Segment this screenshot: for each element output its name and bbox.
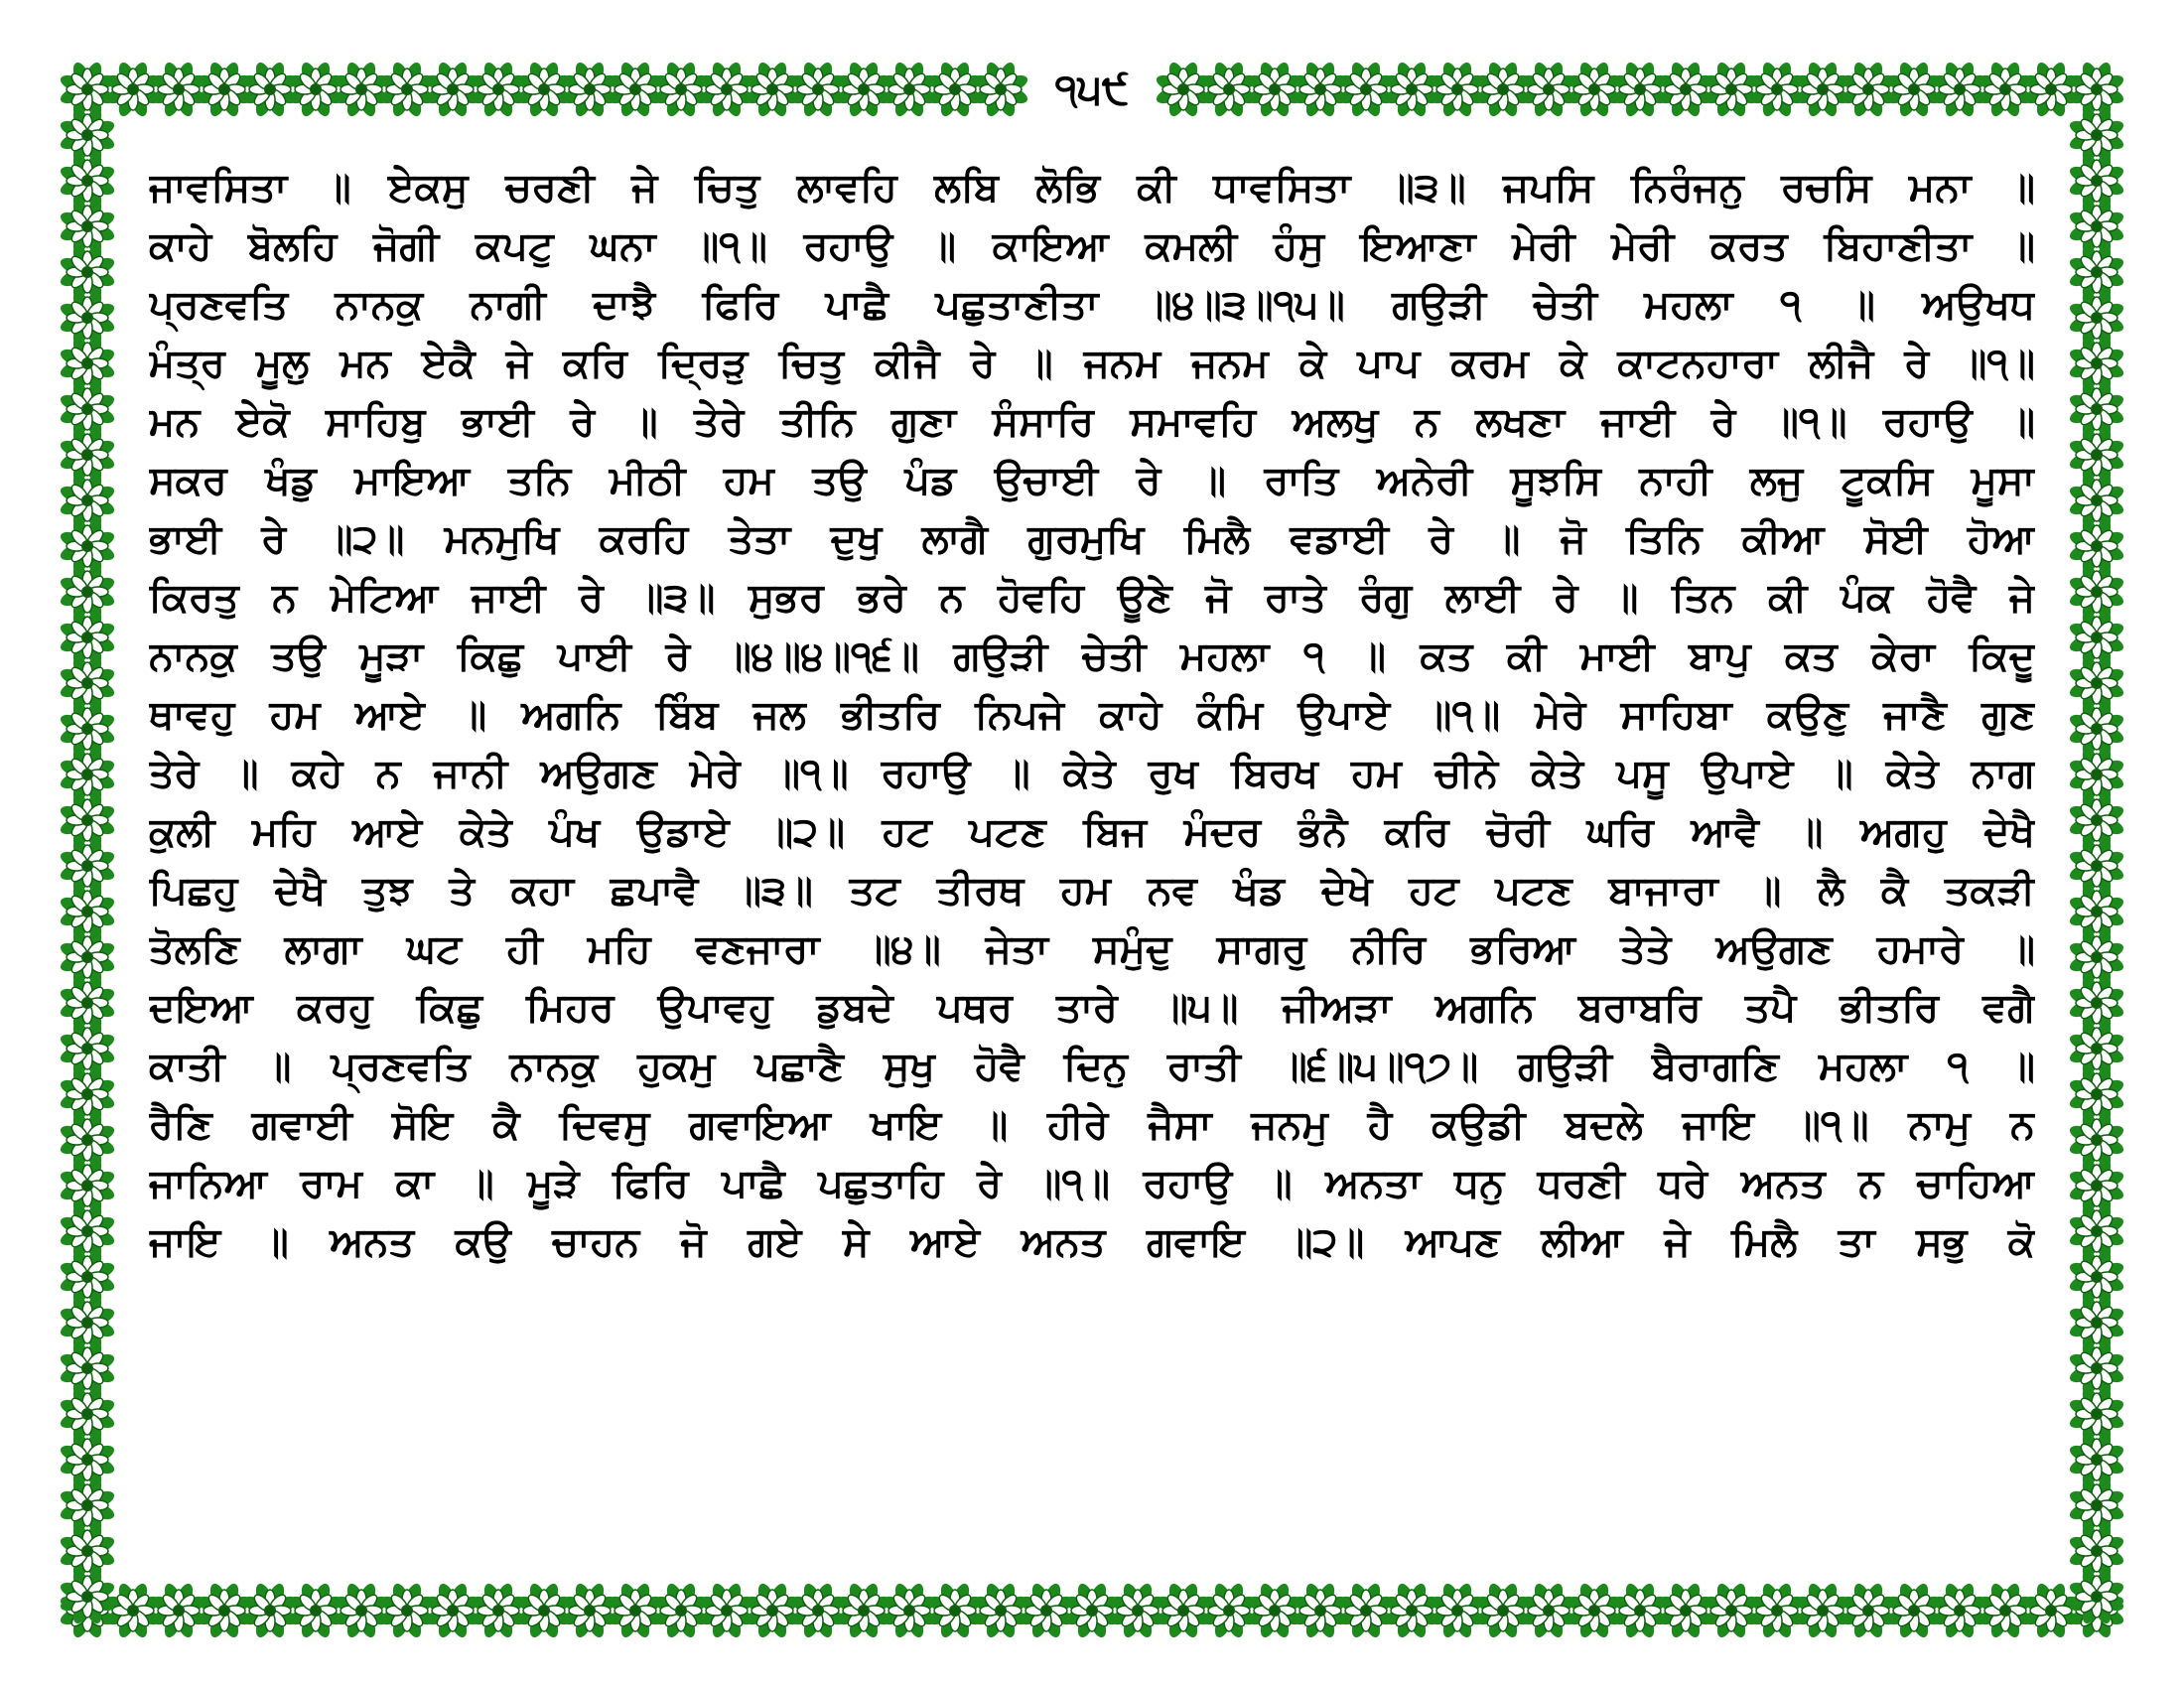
green-flower-icon: [835, 61, 893, 119]
green-flower-icon: [1474, 61, 1533, 119]
green-flower-icon: [1977, 61, 2035, 119]
green-flower-icon: [2068, 198, 2126, 256]
green-flower-icon: [2068, 1385, 2126, 1444]
green-flower-icon: [926, 1582, 985, 1640]
green-flower-icon: [2022, 61, 2081, 119]
green-flower-icon: [2068, 883, 2126, 941]
green-flower-icon: [1566, 61, 1624, 119]
green-flower-icon: [59, 61, 117, 119]
green-flower-icon: [972, 1582, 1030, 1640]
green-flower-icon: [424, 61, 482, 119]
green-flower-icon: [1657, 1582, 1715, 1640]
green-flower-icon: [561, 1582, 619, 1640]
text-line: ਥਾਵਹੁ ਹਮ ਆਏ ॥ ਅਗਨਿ ਬਿੰਬ ਜਲ ਭੀਤਰਿ ਨਿਪਜੇ ਕਾਹੇ ਕੰਮਿ ਉਪਾਏ ॥੧॥ ਮੇਰੇ ਸਾਹਿਬਾ ਕਉਣੁ ਜਾਣੈ ਗੁਣ: [149, 692, 2035, 738]
green-flower-icon: [378, 61, 437, 119]
green-flower-icon: [59, 517, 117, 576]
green-flower-icon: [2068, 517, 2126, 576]
green-flower-icon: [1109, 1582, 1167, 1640]
green-flower-icon: [1703, 61, 1761, 119]
green-flower-icon: [2068, 152, 2126, 211]
green-flower-icon: [333, 61, 391, 119]
green-flower-icon: [2068, 289, 2126, 348]
green-flower-icon: [972, 61, 1030, 119]
green-flower-icon: [2068, 1477, 2126, 1535]
green-flower-icon: [2068, 1294, 2126, 1352]
green-flower-icon: [1931, 61, 1989, 119]
green-flower-icon: [241, 1582, 300, 1640]
green-flower-icon: [2068, 335, 2126, 393]
text-line: ਮਨ ਏਕੋ ਸਾਹਿਬੁ ਭਾਈ ਰੇ ॥ ਤੇਰੇ ਤੀਨਿ ਗੁਣਾ ਸੰਸਾਰਿ ਸਮਾਵਹਿ ਅਲਖੁ ਨ ਲਖਣਾ ਜਾਈ ਰੇ ॥੧॥ ਰਹਾਉ ॥: [149, 399, 2035, 445]
green-flower-icon: [1748, 1582, 1807, 1640]
green-flower-icon: [1474, 1582, 1533, 1640]
green-flower-icon: [1977, 1582, 2035, 1640]
text-line: ਭਾਈ ਰੇ ॥੨॥ ਮਨਮੁਖਿ ਕਰਹਿ ਤੇਤਾ ਦੁਖੁ ਲਾਗੈ ਗੁਰਮੁਖਿ ਮਿਲੈ ਵਡਾਈ ਰੇ ॥ ਜੋ ਤਿਨਿ ਕੀਆ ਸੋਈ ਹੋਆ: [149, 516, 2035, 562]
green-flower-icon: [1383, 61, 1441, 119]
green-flower-icon: [1840, 61, 1898, 119]
green-flower-icon: [652, 1582, 711, 1640]
green-flower-icon: [744, 1582, 802, 1640]
text-line: ਕਾਤੀ ॥ ਪ੍ਰਣਵਤਿ ਨਾਨਕੁ ਹੁਕਮੁ ਪਛਾਣੈ ਸੁਖੁ ਹੋਵੈ ਦਿਨੁ ਰਾਤੀ ॥੬॥੫॥੧੭॥ ਗਉੜੀ ਬੈਰਾਗਣਿ ਮਹਲਾ ੧ ॥: [149, 1044, 2035, 1089]
green-flower-icon: [2068, 746, 2126, 804]
green-flower-icon: [1657, 61, 1715, 119]
green-flower-icon: [59, 380, 117, 439]
green-flower-icon: [59, 1020, 117, 1078]
green-flower-icon: [59, 974, 117, 1033]
text-line: ਸਕਰ ਖੰਡੁ ਮਾਇਆ ਤਨਿ ਮੀਠੀ ਹਮ ਤਉ ਪੰਡ ਉਚਾਈ ਰੇ ॥ ਰਾਤਿ ਅਨੇਰੀ ਸੂਝਸਿ ਨਾਹੀ ਲਜੁ ਟੂਕਸਿ ਮੂਸਾ: [149, 458, 2035, 503]
text-line: ਕਾਹੇ ਬੋਲਹਿ ਜੋਗੀ ਕਪਟੁ ਘਨਾ ॥੧॥ ਰਹਾਉ ॥ ਕਾਇਆ ਕਮਲੀ ਹੰਸੁ ਇਆਣਾ ਮੇਰੀ ਮੇਰੀ ਕਰਤ ਬਿਹਾਣੀਤਾ ॥: [149, 223, 2035, 269]
green-flower-icon: [1611, 61, 1670, 119]
green-flower-icon: [2068, 472, 2126, 530]
green-flower-icon: [1018, 1582, 1076, 1640]
green-flower-icon: [1566, 1582, 1624, 1640]
green-flower-icon: [2068, 1248, 2126, 1307]
green-flower-icon: [2068, 1339, 2126, 1398]
green-flower-icon: [378, 1582, 437, 1640]
green-flower-icon: [2068, 1431, 2126, 1489]
green-flower-icon: [2068, 1065, 2126, 1124]
green-flower-icon: [59, 1157, 117, 1215]
green-flower-icon: [150, 1582, 208, 1640]
green-flower-icon: [1292, 61, 1350, 119]
green-flower-icon: [59, 1202, 117, 1261]
text-line: ਕੁਲੀ ਮਹਿ ਆਏ ਕੇਤੇ ਪੰਖ ਉਡਾਏ ॥੨॥ ਹਟ ਪਟਣ ਬਿਜ ਮੰਦਰ ਭੰਨੈ ਕਰਿ ਚੋਰੀ ਘਰਿ ਆਵੈ ॥ ਅਗਹੁ ਦੇਖੈ: [149, 809, 2035, 855]
green-flower-icon: [1383, 1582, 1441, 1640]
green-flower-icon: [470, 61, 528, 119]
green-flower-icon: [2068, 837, 2126, 896]
green-flower-icon: [59, 1385, 117, 1444]
green-flower-icon: [59, 243, 117, 302]
green-flower-icon: [59, 1339, 117, 1398]
green-flower-icon: [2068, 106, 2126, 165]
green-flower-icon: [59, 1477, 117, 1535]
green-flower-icon: [1885, 61, 1944, 119]
green-flower-icon: [1885, 1582, 1944, 1640]
green-flower-icon: [1155, 1582, 1213, 1640]
green-flower-icon: [1748, 61, 1807, 119]
green-flower-icon: [652, 61, 711, 119]
green-flower-icon: [59, 791, 117, 850]
green-flower-icon: [1292, 1582, 1350, 1640]
green-flower-icon: [1429, 1582, 1487, 1640]
green-flower-icon: [1337, 1582, 1396, 1640]
green-flower-icon: [607, 1582, 665, 1640]
green-flower-icon: [2068, 609, 2126, 667]
green-flower-icon: [835, 1582, 893, 1640]
green-flower-icon: [333, 1582, 391, 1640]
green-flower-icon: [1429, 61, 1487, 119]
green-flower-icon: [287, 61, 345, 119]
green-flower-icon: [1520, 61, 1578, 119]
green-flower-icon: [59, 883, 117, 941]
green-flower-icon: [744, 61, 802, 119]
text-line: ਜਾਨਿਆ ਰਾਮ ਕਾ ॥ ਮੂੜੇ ਫਿਰਿ ਪਾਛੈ ਪਛੁਤਾਹਿ ਰੇ ॥੧॥ ਰਹਾਉ ॥ ਅਨਤਾ ਧਨੁ ਧਰਣੀ ਧਰੇ ਅਨਤ ਨ ਚਾਹਿਆ: [149, 1161, 2035, 1206]
green-flower-icon: [515, 61, 574, 119]
green-flower-icon: [59, 654, 117, 713]
green-flower-icon: [698, 1582, 756, 1640]
green-flower-icon: [59, 563, 117, 622]
text-line: ਦਇਆ ਕਰਹੁ ਕਿਛੁ ਮਿਹਰ ਉਪਾਵਹੁ ਡੁਬਦੇ ਪਥਰ ਤਾਰੇ ॥੫॥ ਜੀਅੜਾ ਅਗਨਿ ਬਰਾਬਰਿ ਤਪੈ ਭੀਤਰਿ ਵਗੈ: [149, 985, 2035, 1031]
text-line: ਕਿਰਤੁ ਨ ਮੇਟਿਆ ਜਾਈ ਰੇ ॥੩॥ ਸੁਭਰ ਭਰੇ ਨ ਹੋਵਹਿ ਊਣੇ ਜੋ ਰਾਤੇ ਰੰਗੁ ਲਾਈ ਰੇ ॥ ਤਿਨ ਕੀ ਪੰਕ ਹੋਵੈ ਜੇ: [149, 575, 2035, 621]
green-flower-icon: [59, 1065, 117, 1124]
text-line: ਪਿਛਹੁ ਦੇਖੈ ਤੁਝ ਤੇ ਕਹਾ ਛਪਾਵੈ ॥੩॥ ਤਟ ਤੀਰਥ ਹਮ ਨਵ ਖੰਡ ਦੇਖੇ ਹਟ ਪਟਣ ਬਾਜਾਰਾ ॥ ਲੈ ਕੈ ਤਕੜੀ: [149, 868, 2035, 914]
green-flower-icon: [881, 1582, 939, 1640]
green-flower-icon: [2068, 928, 2126, 987]
green-flower-icon: [150, 61, 208, 119]
green-flower-icon: [1794, 1582, 1852, 1640]
green-flower-icon: [59, 472, 117, 530]
green-flower-icon: [698, 61, 756, 119]
green-flower-icon: [2068, 1522, 2126, 1581]
green-flower-icon: [59, 837, 117, 896]
green-flower-icon: [2068, 654, 2126, 713]
green-flower-icon: [1155, 61, 1213, 119]
green-flower-icon: [1794, 61, 1852, 119]
green-flower-icon: [561, 61, 619, 119]
green-flower-icon: [424, 1582, 482, 1640]
scripture-text-block: [149, 159, 2035, 1272]
green-flower-icon: [59, 1431, 117, 1489]
green-flower-icon: [59, 700, 117, 759]
green-flower-icon: [1246, 1582, 1304, 1640]
text-line: ਪ੍ਰਣਵਤਿ ਨਾਨਕੁ ਨਾਗੀ ਦਾਝੈ ਫਿਰਿ ਪਾਛੈ ਪਛੁਤਾਣੀਤਾ ॥੪॥੩॥੧੫॥ ਗਉੜੀ ਚੇਤੀ ਮਹਲਾ ੧ ॥ ਅਉਖਧ: [149, 282, 2035, 328]
green-flower-icon: [1840, 1582, 1898, 1640]
text-line: ਨਾਨਕੁ ਤਉ ਮੂੜਾ ਕਿਛੁ ਪਾਈ ਰੇ ॥੪॥੪॥੧੬॥ ਗਉੜੀ ਚੇਤੀ ਮਹਲਾ ੧ ॥ ਕਤ ਕੀ ਮਾਈ ਬਾਪੁ ਕਤ ਕੇਰਾ ਕਿਦੂ: [149, 633, 2035, 679]
green-flower-icon: [287, 1582, 345, 1640]
green-flower-icon: [196, 61, 254, 119]
green-flower-icon: [59, 1248, 117, 1307]
green-flower-icon: [1703, 1582, 1761, 1640]
green-flower-icon: [1200, 61, 1259, 119]
green-flower-icon: [1063, 1582, 1122, 1640]
green-flower-icon: [881, 61, 939, 119]
text-line: ਮੰਤ੍ਰ ਮੂਲੁ ਮਨ ਏਕੈ ਜੇ ਕਰਿ ਦ੍ਰਿੜੁ ਚਿਤੁ ਕੀਜੈ ਰੇ ॥ ਜਨਮ ਜਨਮ ਕੇ ਪਾਪ ਕਰਮ ਕੇ ਕਾਟਨਹਾਰਾ ਲੀਜੈ ਰੇ ॥੧॥: [149, 341, 2035, 386]
green-flower-icon: [2068, 426, 2126, 485]
green-flower-icon: [789, 1582, 848, 1640]
text-line: ਜਾਇ ॥ ਅਨਤ ਕਉ ਚਾਹਨ ਜੋ ਗਏ ਸੇ ਆਏ ਅਨਤ ਗਵਾਇ ॥੨॥ ਆਪਣ ਲੀਆ ਜੇ ਮਿਲੈ ਤਾ ਸਭੁ ਕੋ: [149, 1219, 2035, 1265]
green-flower-icon: [59, 928, 117, 987]
green-flower-icon: [2068, 974, 2126, 1033]
text-line: ਜਾਵਸਿਤਾ ॥ ਏਕਸੁ ਚਰਣੀ ਜੇ ਚਿਤੁ ਲਾਵਹਿ ਲਬਿ ਲੋਭਿ ਕੀ ਧਾਵਸਿਤਾ ॥੩॥ ਜਪਸਿ ਨਿਰੰਜਨੁ ਰਚਸਿ ਮਨਾ ॥: [149, 165, 2035, 211]
green-flower-icon: [59, 1111, 117, 1170]
green-flower-icon: [926, 61, 985, 119]
text-line: ਤੇਰੇ ॥ ਕਹੇ ਨ ਜਾਨੀ ਅਉਗਣ ਮੇਰੇ ॥੧॥ ਰਹਾਉ ॥ ਕੇਤੇ ਰੁਖ ਬਿਰਖ ਹਮ ਚੀਨੇ ਕੇਤੇ ਪਸੂ ਉਪਾਏ ॥ ਕੇਤੇ ਨਾਗ: [149, 751, 2035, 796]
green-flower-icon: [2068, 61, 2126, 119]
green-flower-icon: [2068, 1020, 2126, 1078]
green-flower-icon: [59, 289, 117, 348]
green-flower-icon: [2068, 791, 2126, 850]
green-flower-icon: [59, 1522, 117, 1581]
green-flower-icon: [2068, 1111, 2126, 1170]
green-flower-icon: [789, 61, 848, 119]
green-flower-icon: [2068, 700, 2126, 759]
green-flower-icon: [59, 746, 117, 804]
green-flower-icon: [515, 1582, 574, 1640]
text-line: ਤੋਲਣਿ ਲਾਗਾ ਘਟ ਹੀ ਮਹਿ ਵਣਜਾਰਾ ॥੪॥ ਜੇਤਾ ਸਮੁੰਦੁ ਸਾਗਰੁ ਨੀਰਿ ਭਰਿਆ ਤੇਤੇ ਅਉਗਣ ਹਮਾਰੇ ॥: [149, 926, 2035, 972]
green-flower-icon: [59, 609, 117, 667]
green-flower-icon: [1520, 1582, 1578, 1640]
green-flower-icon: [1931, 1582, 1989, 1640]
page-number: ੧੫੯: [1032, 58, 1152, 121]
green-flower-icon: [1246, 61, 1304, 119]
green-flower-icon: [607, 61, 665, 119]
green-flower-icon: [1337, 61, 1396, 119]
green-flower-icon: [59, 1294, 117, 1352]
green-flower-icon: [1611, 1582, 1670, 1640]
green-flower-icon: [196, 1582, 254, 1640]
green-flower-icon: [2068, 1157, 2126, 1215]
text-line: ਰੈਣਿ ਗਵਾਈ ਸੋਇ ਕੈ ਦਿਵਸੁ ਗਵਾਇਆ ਖਾਇ ॥ ਹੀਰੇ ਜੈਸਾ ਜਨਮੁ ਹੈ ਕਉਡੀ ਬਦਲੇ ਜਾਇ ॥੧॥ ਨਾਮੁ ਨ: [149, 1102, 2035, 1148]
green-flower-icon: [59, 426, 117, 485]
green-flower-icon: [59, 198, 117, 256]
green-flower-icon: [2068, 563, 2126, 622]
green-flower-icon: [1200, 1582, 1259, 1640]
green-flower-icon: [59, 106, 117, 165]
green-flower-icon: [2068, 380, 2126, 439]
green-flower-icon: [59, 152, 117, 211]
green-flower-icon: [470, 1582, 528, 1640]
green-flower-icon: [2068, 1202, 2126, 1261]
green-flower-icon: [104, 61, 163, 119]
green-flower-icon: [2068, 243, 2126, 302]
green-flower-icon: [59, 335, 117, 393]
green-flower-icon: [241, 61, 300, 119]
